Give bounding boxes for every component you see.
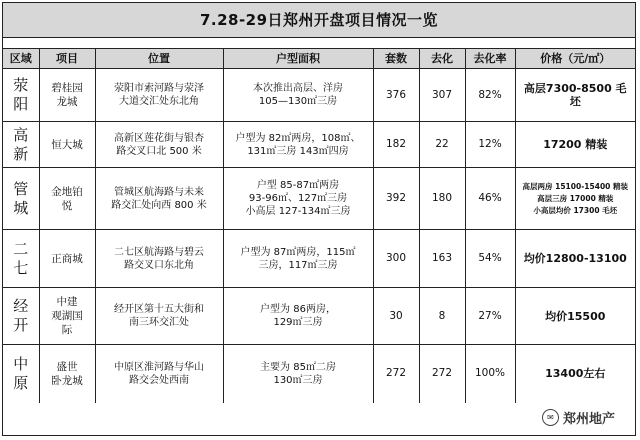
project-line: 悦	[61, 199, 73, 212]
project-line: 恒大城	[51, 138, 83, 151]
sold-cell: 163	[419, 230, 465, 288]
price-cell	[515, 288, 635, 345]
price-cell	[515, 230, 635, 288]
location-cell	[95, 230, 223, 288]
header-row	[3, 49, 635, 69]
project-line: 碧桂园	[51, 82, 83, 94]
project-line: 龙城	[56, 96, 78, 108]
rate-cell: 27%	[465, 288, 515, 345]
project-cell	[39, 69, 95, 122]
table-body	[3, 69, 635, 403]
layout-line: 本次推出高层、洋房	[253, 83, 343, 94]
region-char: 管	[13, 179, 29, 198]
region-cell	[3, 168, 39, 230]
table-row	[3, 168, 635, 230]
header-cell: 去化	[419, 49, 465, 69]
layout-line: 131㎡三房 143㎡四房	[247, 145, 349, 157]
location-line: 路交叉口东北角	[124, 259, 194, 271]
units-cell: 300	[373, 230, 419, 288]
rate-cell: 54%	[465, 230, 515, 288]
price-line: 17200 精装	[543, 138, 608, 151]
price-line: 高层两房 15100-15400 精装	[522, 181, 629, 191]
layout-line: 130㎡三房	[273, 374, 323, 386]
location-cell	[95, 69, 223, 122]
region-cell	[3, 288, 39, 345]
layout-cell	[223, 122, 373, 168]
watermark	[539, 407, 618, 428]
price-line: 高层三房 17000 精装	[537, 193, 614, 203]
layout-cell	[223, 168, 373, 230]
title-spacer	[3, 38, 635, 49]
project-line: 正商城	[51, 252, 83, 265]
region-char: 原	[13, 373, 29, 392]
sold-cell: 180	[419, 168, 465, 230]
project-cell	[39, 288, 95, 345]
project-line: 盛世	[56, 360, 78, 373]
units-cell: 376	[373, 69, 419, 122]
layout-cell	[223, 69, 373, 122]
layout-line: 小高层 127-134㎡三房	[245, 206, 351, 217]
table-row	[3, 230, 635, 288]
layout-line: 户型 85-87㎡两房	[256, 180, 340, 191]
location-line: 高新区莲花街与银杏	[114, 132, 204, 144]
table-sheet	[2, 2, 636, 436]
header-cell: 套数	[373, 49, 419, 69]
location-line: 大道交汇处东北角	[119, 96, 199, 107]
layout-cell	[223, 288, 373, 345]
layout-line: 105—130㎡三房	[258, 96, 338, 107]
project-cell	[39, 122, 95, 168]
region-char: 城	[13, 198, 29, 217]
sold-cell: 307	[419, 69, 465, 122]
projects-table	[3, 49, 635, 403]
region-cell	[3, 122, 39, 168]
units-cell: 182	[373, 122, 419, 168]
project-cell	[39, 168, 95, 230]
location-cell	[95, 122, 223, 168]
header-cell: 项目	[39, 49, 95, 69]
region-cell	[3, 230, 39, 288]
region-char: 高	[13, 125, 29, 144]
region-char: 开	[13, 316, 29, 334]
layout-line: 三房，117㎡三房	[258, 259, 338, 271]
price-line: 13400左右	[545, 367, 606, 381]
price-cell	[515, 345, 635, 403]
units-cell: 30	[373, 288, 419, 345]
location-line: 路交叉口北 500 米	[116, 145, 202, 157]
region-char: 新	[13, 144, 29, 163]
project-line: 卧龙城	[51, 374, 83, 387]
units-cell: 272	[373, 345, 419, 403]
table-row	[3, 122, 635, 168]
header-cell: 户型面积	[223, 49, 373, 69]
region-char: 荥	[13, 76, 29, 94]
region-char: 七	[13, 258, 29, 277]
watermark-text: 郑州地产	[562, 412, 615, 427]
chat-bubble-icon: ✉	[542, 409, 559, 426]
price-line: 均价12800-13100	[523, 252, 627, 265]
price-line: 高层7300-8500 毛坯	[523, 82, 627, 108]
location-cell	[95, 168, 223, 230]
rate-cell: 46%	[465, 168, 515, 230]
region-cell	[3, 345, 39, 403]
project-line: 观湖国	[51, 310, 83, 322]
project-cell	[39, 230, 95, 288]
price-cell	[515, 69, 635, 122]
location-line: 路交汇处向西 800 米	[111, 199, 207, 211]
project-line: 金地铂	[51, 185, 83, 198]
page-title: 7.28-29日郑州开盘项目情况一览	[3, 3, 635, 38]
sold-cell: 22	[419, 122, 465, 168]
price-line: 均价15500	[545, 309, 606, 323]
table-row	[3, 69, 635, 122]
location-line: 管城区航海路与未来	[114, 186, 204, 198]
location-line: 二七区航海路与碧云	[114, 246, 204, 258]
layout-cell	[223, 230, 373, 288]
layout-cell	[223, 345, 373, 403]
rate-cell: 12%	[465, 122, 515, 168]
location-line: 荥阳市索河路与荥泽	[114, 83, 204, 94]
price-cell	[515, 122, 635, 168]
project-line: 际	[61, 324, 73, 336]
header-cell: 价格（元/㎡）	[515, 49, 635, 69]
layout-line: 129㎡三房	[273, 317, 323, 328]
location-line: 南三环交汇处	[129, 317, 189, 328]
region-cell	[3, 69, 39, 122]
header-cell: 位置	[95, 49, 223, 69]
layout-line: 户型为 87㎡两房，115㎡	[240, 246, 356, 258]
region-char: 中	[13, 354, 29, 373]
region-char: 阳	[13, 95, 29, 113]
region-char: 经	[13, 297, 29, 315]
rate-cell: 100%	[465, 345, 515, 403]
location-line: 中原区淮河路与华山	[114, 361, 204, 373]
layout-line: 户型为 86两房，	[260, 304, 336, 315]
sold-cell: 272	[419, 345, 465, 403]
layout-line: 主要为 85㎡二房	[260, 361, 336, 373]
table-row	[3, 288, 635, 345]
region-char: 二	[13, 239, 29, 258]
layout-line: 户型为 82㎡两房，108㎡、	[235, 132, 361, 144]
project-cell	[39, 345, 95, 403]
table-row	[3, 345, 635, 403]
location-cell	[95, 288, 223, 345]
location-cell	[95, 345, 223, 403]
location-line: 经开区第十五大街和	[114, 304, 204, 315]
header-cell: 区域	[3, 49, 39, 69]
sold-cell: 8	[419, 288, 465, 345]
units-cell: 392	[373, 168, 419, 230]
location-line: 路交会处西南	[129, 374, 189, 386]
project-line: 中建	[56, 296, 78, 308]
price-cell	[515, 168, 635, 230]
price-line: 小高层均价 17300 毛坯	[533, 205, 618, 215]
header-cell: 去化率	[465, 49, 515, 69]
layout-line: 93-96㎡、127㎡三房	[248, 193, 348, 204]
rate-cell: 82%	[465, 69, 515, 122]
